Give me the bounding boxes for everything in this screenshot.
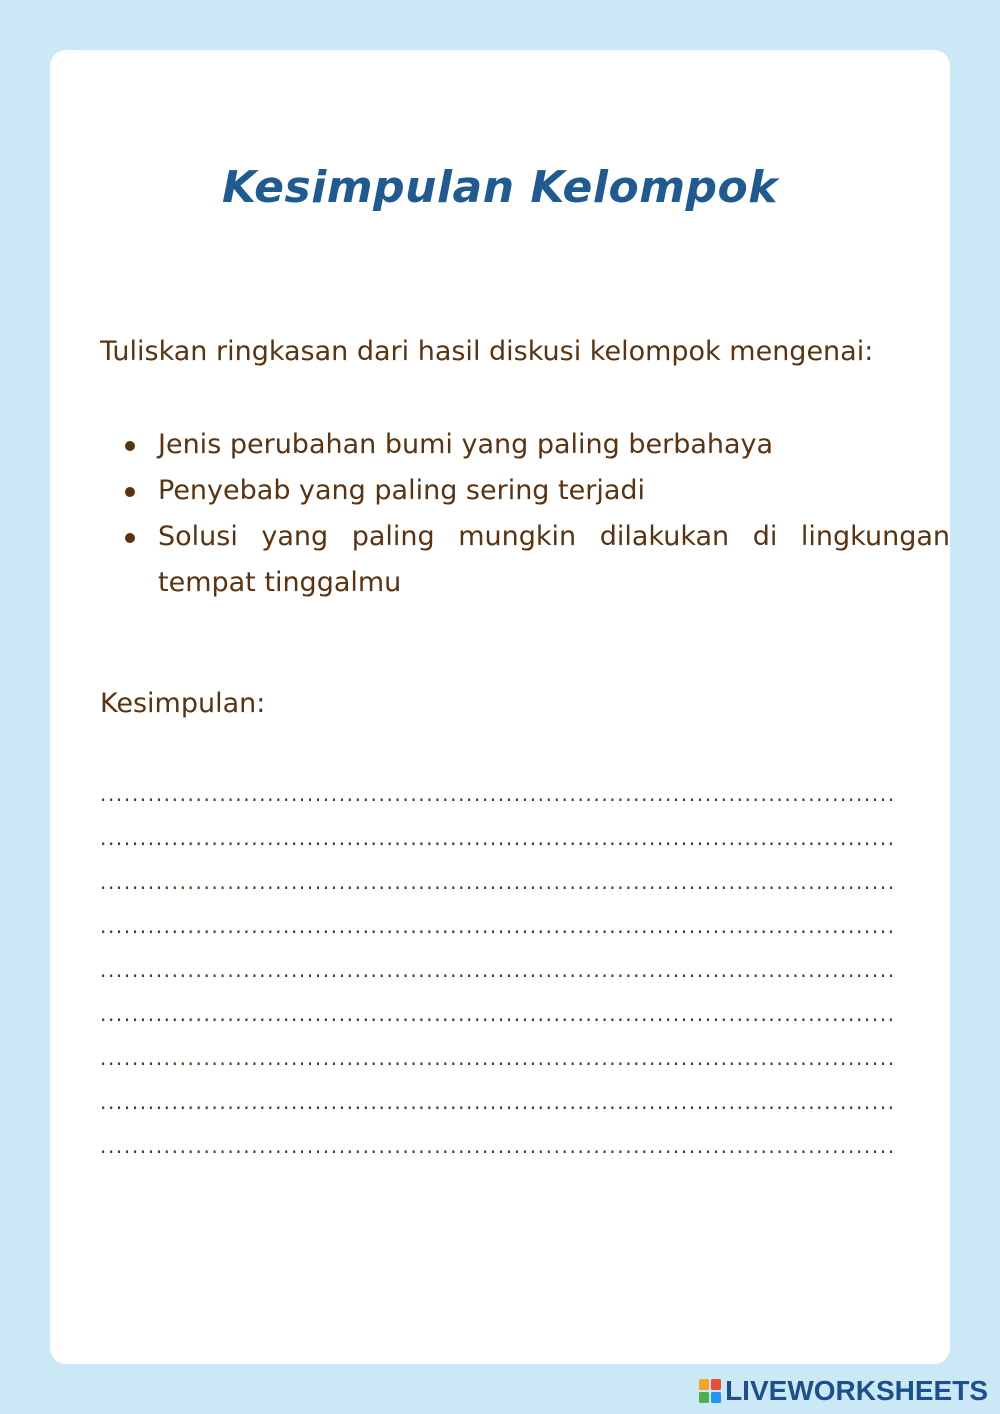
- list-item: [100, 514, 950, 606]
- list-item: [100, 468, 950, 514]
- instruction-text: Tuliskan ringkasan dari hasil diskusi kelompok mengenai:: [100, 336, 874, 367]
- answer-label: Kesimpulan:: [100, 688, 266, 719]
- liveworksheets-logo-icon: [699, 1379, 721, 1403]
- brand-watermark: [699, 1376, 988, 1406]
- brand-name: LIVEWORKSHEETS: [725, 1375, 988, 1406]
- list-item-text: Solusi yang paling mungkin dilakukan di lingkungan tempat tinggalmu: [158, 521, 950, 598]
- answer-line[interactable]: ....................................................................................................: [100, 1046, 896, 1070]
- bullet-icon: [125, 441, 135, 451]
- answer-line[interactable]: ....................................................................................................: [100, 958, 896, 982]
- worksheet-card: [50, 50, 950, 1364]
- bullet-icon: [125, 533, 135, 543]
- page-title: Kesimpulan Kelompok: [221, 162, 779, 213]
- list-item-text: Penyebab yang paling sering terjadi: [158, 475, 646, 506]
- answer-line[interactable]: ....................................................................................................: [100, 1090, 896, 1114]
- answer-line[interactable]: ....................................................................................................: [100, 782, 896, 806]
- list-item-text: Jenis perubahan bumi yang paling berbahaya: [158, 429, 774, 460]
- answer-line[interactable]: ....................................................................................................: [100, 914, 896, 938]
- answer-lines: [100, 772, 900, 1168]
- instruction-list: [100, 422, 950, 606]
- bullet-icon: [125, 487, 135, 497]
- answer-line[interactable]: ....................................................................................................: [100, 1002, 896, 1026]
- answer-line[interactable]: ....................................................................................................: [100, 826, 896, 850]
- answer-line[interactable]: ....................................................................................................: [100, 870, 896, 894]
- answer-line[interactable]: ....................................................................................................: [100, 1134, 896, 1158]
- list-item: [100, 422, 950, 468]
